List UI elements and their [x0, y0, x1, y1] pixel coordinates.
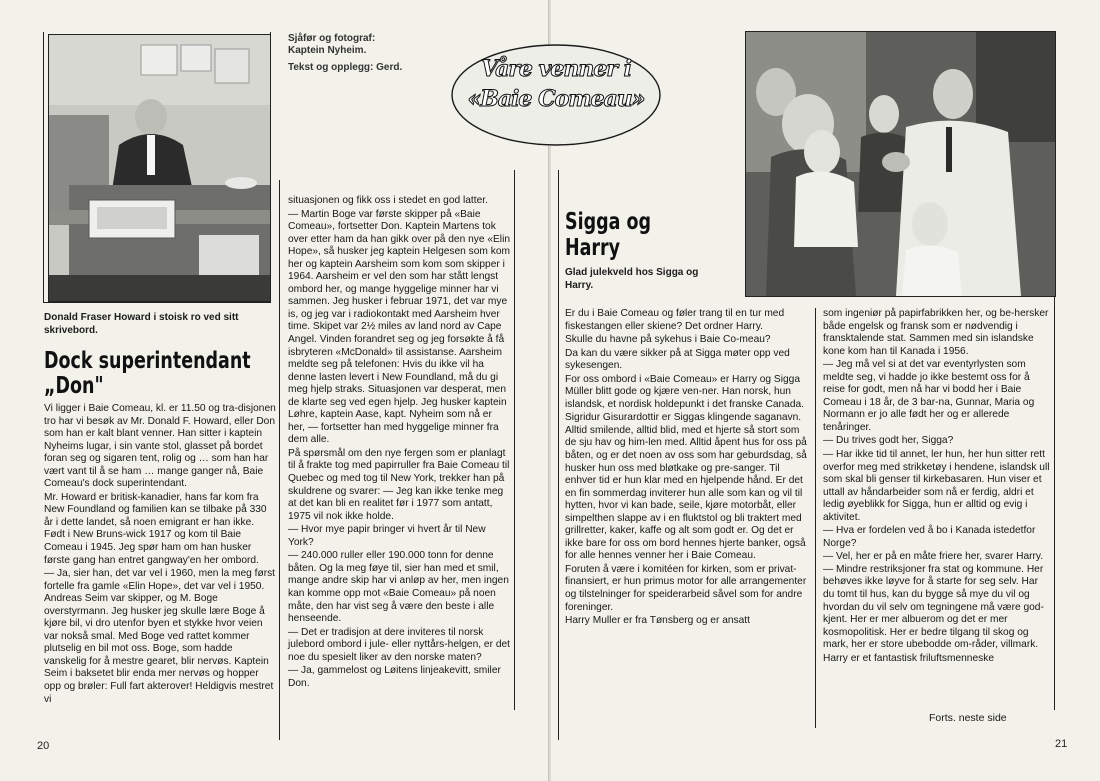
- paragraph: For oss ombord i «Baie Comeau» er Harry og Sigga Müller blitt gode og kjære ven-ner. Han norsk, hun islandsk, et nordisk holdepunkt i det franske Canada.: [565, 373, 804, 410]
- paragraph: — Martin Boge var første skipper på «Baie Comeau», fortsetter Don. Kaptein Martens tok over etter ham da han gikk over på den nye «Elin Hope», så husker jeg kaptein Helgesen som kom her og kaptein Aarsheim som kom som skipper i 1964. Aarsheim er vel den som har stått lengst ombord her, og mange hyggelige minner har vi sammen. Jeg husker i februar 1971, det var mye is, og jeg var i radiokontakt med Aarsheim hver time. Skipet var 2½ miles av land nord av Cape Angel. Vinden forandret seg og jeg forsøkte å få isbryteren «McDonald» til assistanse. Aarsheim meldte seg på telefonen: Hvis du ikke vil ha denne lasten levert i New Foundland, må du gi meg hjelp straks. Situasjonen var desperat, men de klarte seg ved egen hjelp. Jeg husker kaptein Løhre, kaptein Aase, kapt. Nyheim som nå er her, — fortsetter han med hyggelige minner fra dem alle.: [288, 208, 510, 446]
- photo-caption: Donald Fraser Howard i stoisk ro ved sitt skrivebord.: [44, 312, 239, 336]
- family-photo: [745, 31, 1056, 297]
- paragraph: — Hvor mye papir bringer vi hvert år til New York?: [288, 524, 486, 548]
- credits-line-2: Kaptein Nyheim.: [288, 45, 367, 56]
- paragraph: Sigridur Gisurardottir er Siggas klingende saganavn. Alltid smilende, alltid blid, med et hjerte så stort som de sju hav og him-len med. Alltid åpent hus for oss på båten, og er det noen av oss som har geburdsdag, så husker hun oss med bløtkake og pre-sanger. Til enhver tid er hun klar med en hjelpende hånd. Er det en fin sommerdag inviterer hun alle som kan og vil til hytten, hvor vi kan bade, seile, kjøre motorbåt, eller simpelthen slappe av i en fluktstol og bli traktert med grillretter, kaker, kaffe og alt som godt er. Og det er ikke bare for oss om bord hennes hjerte banker, også for alle hennes venner her i Baie Comeau.: [565, 412, 807, 562]
- paragraph: Vi ligger i Baie Comeau, kl. er 11.50 og tra-disjonen tro har vi besøk av Mr. Donald F. Howard, eller Don som han er kalt blant venner. Han sitter i kaptein Nyheims lugar, i sin vante stol, glasset på bordet foran seg og sigaren tent, rolig og … som han har vært vant til å se ham … mange ganger nå, Baie Comeau's dock superintendant.: [44, 403, 276, 490]
- column-left-rule: [558, 170, 559, 740]
- article-column-2: [823, 308, 1051, 708]
- paragraph: Foruten å være i komitéen for kirken, som er privat-finansiert, er hun primus motor for alle arrangementer og tilstelninger for speiderarbeid såvel som for andre foreninger.: [565, 563, 807, 613]
- article-column-1: [44, 403, 276, 745]
- paragraph: Mr. Howard er britisk-kanadier, hans far kom fra New Foundland og familien kan se tilbake på 330 år i dette landet, så noen emigrant er han ikke. Født i New Bruns-wick 1917 og kom til Baie Comeau i 1945. Jeg spør ham om han husker første gang han entret gangway'en her ombord.: [44, 491, 267, 566]
- paragraph: — Du trives godt her, Sigga?: [823, 435, 954, 447]
- page-number-left: 20: [37, 740, 50, 752]
- photo-frame-left-line: [43, 32, 44, 302]
- paragraph: — 240.000 ruller eller 190.000 tonn for denne båten. Og la meg føye til, sier han med et smil, mange andre skip har vi anløp av her, men ingen kan komme opp mot «Baie Comeau» på noen måte, den har vist seg å være den beste i alle henseende.: [288, 550, 509, 625]
- article-heading-line1: Dock superintendant: [44, 348, 251, 374]
- paragraph: — Ja, sier han, det var vel i 1960, men la meg først fortelle fra gamle «Elin Hope», det var vel i 1950. Andreas Seim var skipper, og M. Boge overstyrmann. Jeg husker jeg skulle lære Boge å kjøre bil, vi dro utenfor byen et stykke hvor veien var nokså smal. Med Boge ved rattet kommer plutselig en bil mot oss. Boge, som hadde vanskelig for å mestre gearet, blir nervøs. Kaptein Seim i baksetet blir enda mer nervøs og hopper opp og brøler: Full fart akterover! Heldigvis mestret vi: [44, 568, 276, 705]
- paragraph: — Vel, her er på en måte friere her, svarer Harry. — Mindre restriksjoner fra stat og kommune. Her behøves ikke løyve for å starte for seg selv. Har du tomt til hus, kan du bygge så mye du vil og hvordan du vil selv om tegningene må være god-kjent. Her er mer albuerom og det er mer kosmopolitisk. Her er bedre tilgang til skog og mark, her er store ubebodde om-råder, villmark.: [823, 551, 1044, 651]
- continued-note: Forts. neste side: [929, 712, 1007, 724]
- column-divider: [279, 180, 280, 740]
- column-right-rule: [514, 170, 515, 710]
- office-photo: [48, 34, 271, 302]
- feature-title-line1: Våre venner i: [481, 56, 631, 82]
- credits-line-1: Sjåfør og fotograf:: [288, 33, 376, 44]
- page-number-right: 21: [1055, 738, 1068, 750]
- paragraph: Skulle du havne på sykehus i Baie Co-meau?: [565, 334, 771, 346]
- paragraph: — Jeg må vel si at det var eventyrlysten som meldte seg, vi hadde jo ikke bestemt oss for å reise for godt, men nå har vi bodd her i Baie Comeau i 18 år, de 3 bar-na, Gunnar, Maria og Normann er jo alle født her og er allerede tenåringer.: [823, 359, 1035, 433]
- paragraph: Da kan du være sikker på at Sigga møter opp ved sykesengen.: [565, 347, 790, 372]
- paragraph: — Det er tradisjon at dere inviteres til norsk julebord ombord i jule- eller nyttårs-helgen, er det noe du spesielt liker av den norske maten?: [288, 626, 510, 663]
- right-page: [467, 0, 1100, 781]
- paragraph: — Hva er fordelen ved å bo i Kanada istedetfor Norge?: [823, 525, 1036, 549]
- paragraph: — Har ikke tid til annet, ler hun, her hun sitter rett overfor meg med strikketøy i hendene, islandsk ull som skal bli genser til kirkebasaren. Hun viser et uttall av håndarbeider som nå er ferdig, aldri et ledig øyeblikk for Sigga, hun er alltid og evig i aktivitet.: [823, 449, 1050, 523]
- paragraph: — Ja, gammelost og Løitens linjeakevitt, smiler Don.: [288, 665, 501, 689]
- article-heading-line2: „Don": [44, 373, 104, 399]
- photo-bottom-rule: [43, 302, 271, 303]
- paragraph: Harry Muller er fra Tønsberg og er ansatt: [565, 615, 750, 627]
- feature-title-line2: «Baie Comeau»: [467, 86, 645, 112]
- paragraph: situasjonen og fikk oss i stedet en god latter.: [288, 195, 488, 206]
- paragraph: Er du i Baie Comeau og føler trang til en tur med fiskestangen eller skiene? Det ordner Harry.: [565, 308, 785, 332]
- article-column-2: [288, 195, 510, 740]
- article-column-1: [565, 308, 810, 733]
- paragraph: som ingeniør på papirfabrikken her, og be-hersker både engelsk og fransk som er nødvendig i fransktalende stat. Sammen med sin islandske kone kom han til Kanada i 1956.: [823, 308, 1049, 357]
- paragraph: Harry er et fantastisk friluftsmenneske: [823, 652, 994, 664]
- credits-line-3: Tekst og opplegg: Gerd.: [288, 62, 403, 73]
- column-divider: [815, 308, 816, 728]
- article-heading-line2: Harry: [565, 235, 621, 261]
- photo-caption: Glad julekveld hos Sigga og Harry.: [565, 267, 699, 291]
- column-right-rule: [1054, 296, 1055, 710]
- article-heading-line1: Sigga og: [565, 209, 652, 235]
- paragraph: På spørsmål om den nye fergen som er planlagt til å frakte tog med papirruller fra Baie Comeau til Quebec og med tog til New York, trekker han på skuldrene og svarer: — Jeg kan ikke tenke meg at det kan bli en realitet før i 1977 som antatt, 1975 vil nok ikke holde.: [288, 447, 510, 522]
